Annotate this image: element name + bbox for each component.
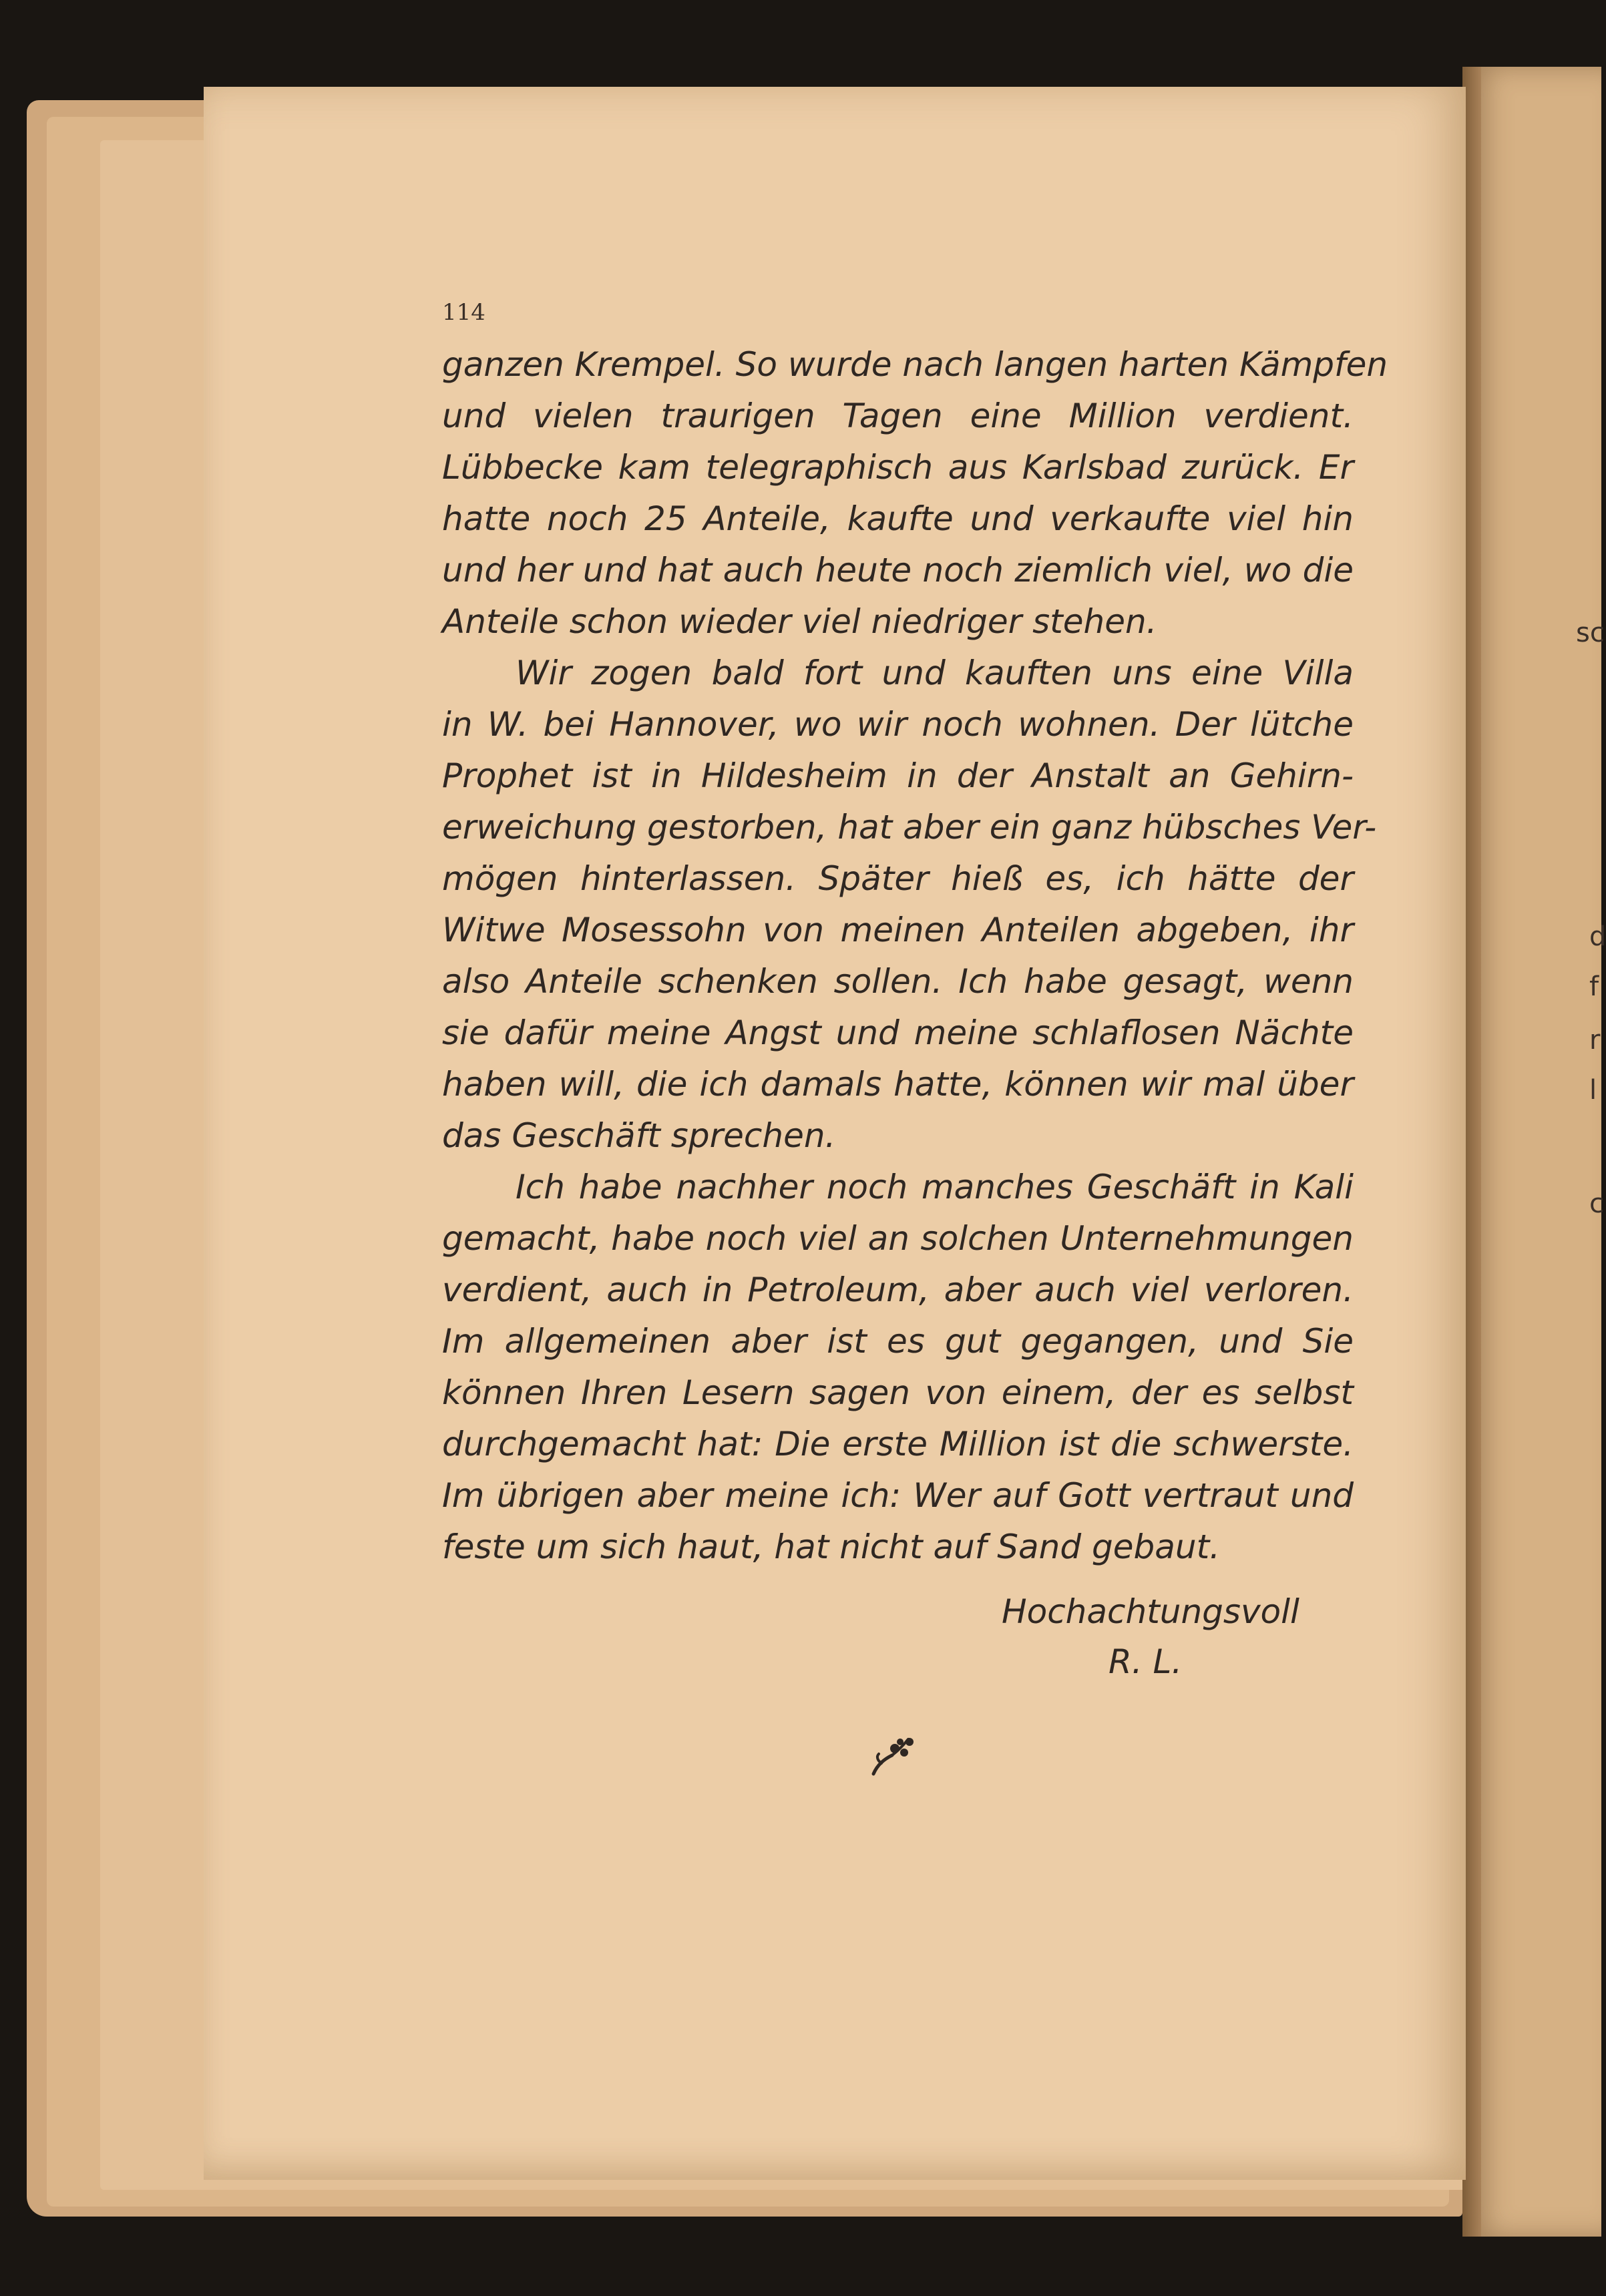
- signature: R. L.: [1109, 1642, 1183, 1681]
- text-line: Witwe Mosessohn von meinen Anteilen abgeben, ihr: [442, 911, 1354, 949]
- paragraph: [442, 648, 1377, 1162]
- text-line: Anteile schon wieder viel niedriger stehen.: [442, 602, 1157, 641]
- text-line: Ich habe nachher noch manches Geschäft in Kali: [516, 1168, 1354, 1206]
- facing-page-fragment: d: [1589, 921, 1606, 952]
- text-line: erweichung gestorben, hat aber ein ganz hübsches Ver-: [442, 808, 1377, 847]
- text-line: können Ihren Lesern sagen von einem, der es selbst: [442, 1373, 1354, 1412]
- facing-page: [1466, 67, 1606, 2237]
- closing-salutation: Hochachtungsvoll: [1002, 1592, 1299, 1631]
- text-line: und vielen traurigen Tagen eine Million verdient.: [442, 397, 1354, 435]
- text-line: Im übrigen aber meine ich: Wer auf Gott vertraut und: [442, 1476, 1354, 1515]
- text-line: sie dafür meine Angst und meine schlaflosen Nächte: [442, 1013, 1354, 1052]
- paragraph: [442, 339, 1388, 648]
- facing-page-fragment: l: [1589, 1075, 1597, 1106]
- facing-page-fragment: f: [1589, 971, 1599, 1002]
- text-line: verdient, auch in Petroleum, aber auch viel verloren.: [442, 1271, 1354, 1309]
- text-line: in W. bei Hannover, wo wir noch wohnen. Der lütche: [442, 705, 1354, 744]
- text-line: also Anteile schenken sollen. Ich habe gesagt, wenn: [442, 962, 1354, 1001]
- facing-page-fragment: c: [1589, 1188, 1604, 1219]
- text-line: haben will, die ich damals hatte, können wir mal über: [442, 1065, 1354, 1104]
- text-line: mögen hinterlassen. Später hieß es, ich hätte der: [442, 859, 1354, 898]
- page-number: 114: [442, 299, 485, 326]
- text-line: Wir zogen bald fort und kauften uns eine Villa: [516, 654, 1354, 692]
- text-line: Prophet ist in Hildesheim in der Anstalt an Gehirn-: [442, 756, 1354, 795]
- text-line: gemacht, habe noch viel an solchen Unternehmungen: [442, 1219, 1354, 1258]
- text-line: Im allgemeinen aber ist es gut gegangen, und Sie: [442, 1322, 1354, 1361]
- text-line: das Geschäft sprechen.: [442, 1116, 836, 1155]
- text-line: hatte noch 25 Anteile, kaufte und verkaufte viel hin: [442, 499, 1354, 538]
- text-line: und her und hat auch heute noch ziemlich viel, wo die: [442, 551, 1354, 590]
- facing-page-fragment: r: [1589, 1025, 1601, 1056]
- text-line: durchgemacht hat: Die erste Million ist die schwerste.: [442, 1425, 1354, 1463]
- text-line: ganzen Krempel. So wurde nach langen harten Kämpfen: [442, 345, 1388, 384]
- paragraph: [442, 1162, 1354, 1573]
- facing-page-fragment: sc: [1576, 618, 1605, 648]
- text-line: feste um sich haut, hat nicht auf Sand gebaut.: [442, 1528, 1221, 1566]
- floral-ornament-icon: [868, 1733, 922, 1779]
- text-line: Lübbecke kam telegraphisch aus Karlsbad zurück. Er: [442, 448, 1354, 487]
- body-text: [442, 339, 1388, 1573]
